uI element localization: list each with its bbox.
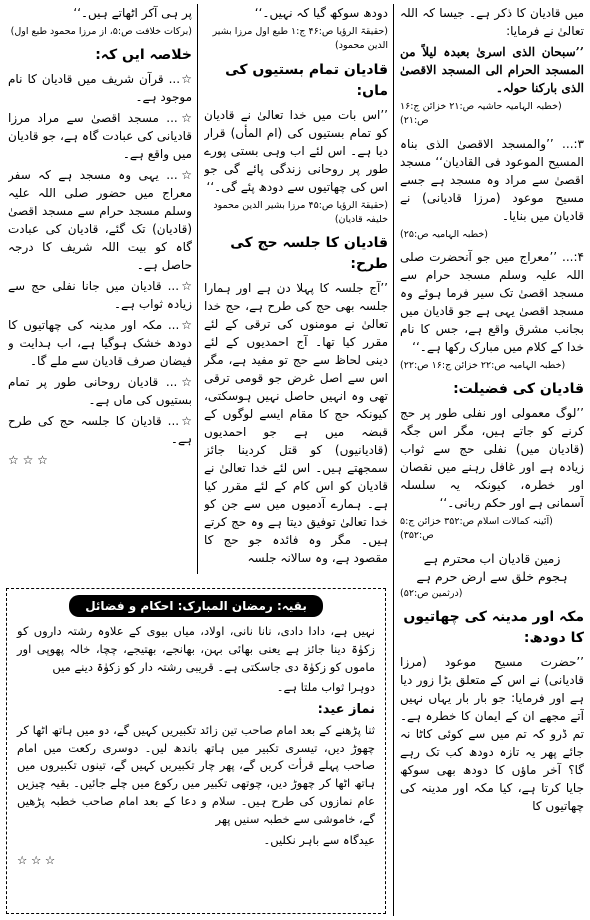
section-heading: مکہ اور مدینہ کی چھاتیوں کا دودھ:	[403, 609, 584, 647]
column-middle	[204, 4, 388, 586]
reference: (درثمین ص:۵۲)	[400, 588, 463, 599]
reference: (حقیقۃ الرؤیا ص:۴۶ ج:۱ طبع اول مرزا بشیر الدین محمود)	[212, 26, 388, 52]
end-stars: ☆ ☆ ☆	[8, 453, 48, 468]
section-heading: خلاصہ ایں کہ:	[95, 47, 192, 64]
poem-line: ہجوم خلق سے ارض حرم ہے	[416, 569, 568, 585]
list-item: ☆... قادیان کا جلسہ حج کی طرح ہے۔	[8, 414, 192, 447]
column-divider	[393, 4, 394, 916]
reference: (برکات خلافت ص:۵، از مرزا محمود طبع اول)	[10, 26, 192, 37]
section-heading: قادیان کی فضیلت:	[453, 381, 584, 397]
section-heading: قادیان کا جلسہ حج کی طرح:	[230, 235, 388, 272]
boxed-article	[6, 588, 386, 914]
column-divider	[197, 4, 198, 574]
paragraph: ’’لوگ معمولی اور نفلی طور پر حج کرنے کو جاتے ہیں، مگر اس جگہ (قادیان میں) نفلی حج سے ثواب زیادہ ہے اور غافل رہنے میں نقصان اور خطرہ، کیونکہ یہ سلسلہ آسمانی ہے اور حکم ربانی۔‘‘	[400, 406, 584, 510]
reference: (آئینہ کمالات اسلام ص:۳۵۲ خزائن ج:۵ ص:۳۵۲)	[400, 516, 553, 542]
reference: (خطبہ الہامیہ ص:۲۲ خزائن ج:۱۶ ص:۲۲)	[400, 359, 566, 371]
paragraph: دودھ سوکھ گیا کہ نہیں۔‘‘	[254, 6, 388, 20]
list-item: ☆... یہی وہ مسجد ہے کہ سفر معراج میں حضور صلی اللہ علیہ وسلم مسجد حرام سے مسجد اقصیٰ (قادیان) تک گئے، قادیان کی عبادت گاہ کو بیت اللہ شریف کا درجہ حاصل ہے۔	[8, 168, 192, 273]
reference: (حقیقۃ الرؤیا ص:۴۵ مرزا بشیر الدین محمود خلیفہ قادیان)	[213, 199, 388, 225]
arabic-quote: ’’سبحان الذی اسریٰ بعبدہ لیلاً من المسجد الحرام الی المسجد الاقصیٰ الذی بارکنا حولہ۔	[400, 45, 584, 95]
list-item: ☆... مکہ اور مدینہ کی چھاتیوں کا دودھ خشک ہوگیا ہے، اب ہدایت و فیضان صرف قادیان سے ملے گا۔	[8, 318, 192, 369]
paragraph: میں قادیان کا ذکر ہے۔ جیسا کہ اللہ تعالیٰ نے فرمایا:	[400, 6, 584, 38]
paragraph: پر ہی آکر اٹھاتے ہیں۔‘‘	[73, 6, 192, 20]
reference: (خطبہ الہامیہ ص:۲۵)	[400, 228, 488, 240]
column-right	[400, 4, 584, 916]
reference: (خطبہ الہامیہ حاشیہ ص:۲۱ خزائن ج:۱۶ ص:۲۱)	[400, 101, 562, 127]
box-title: بقیہ: رمضان المبارک: احکام و فضائل	[69, 595, 323, 617]
list-item: ☆... قادیان روحانی طور پر تمام بستیوں کی ماں ہے۔	[8, 375, 192, 408]
paragraph: دوہرا ثواب ملتا ہے۔	[276, 680, 375, 695]
paragraph: ثنا پڑھنے کے بعد امام صاحب تین زائد تکبیریں کہیں گے، دو میں ہاتھ اٹھا کر چھوڑ دیں، تیسری تکبیر میں ہاتھ باندھ لیں۔ دوسری رکعت میں امام صاحب پہلے قرأت کریں گے، پھر چار تکبیریں کہیں گے، تینوں تکبیروں میں ہاتھ اٹھا کر چھوڑ دیں، چوتھی تکبیر میں رکوع میں چلے جائیں۔ بقیہ چیزیں عام نمازوں کی طرح ہیں۔ سلام و دعا کے بعد امام صاحب خطبہ پڑھیں گے، خاموشی سے خطبہ سنیں پھر	[17, 722, 375, 826]
poem-line: زمین قادیان اب محترم ہے	[423, 550, 561, 566]
paragraph: نہیں ہے، دادا دادی، نانا نانی، اولاد، میاں بیوی کے علاوہ رشتہ داروں کو زکوٰۃ دینا جائز ہے یعنی بھائی بہن، بھانجے، بھتیجے، چچا، خالہ پھوپی اور ماموں کو زکوٰۃ دی جاسکتی ہے۔ قریبی رشتہ دار کو زکوٰۃ دینے میں	[17, 624, 375, 674]
section-heading: قادیان تمام بستیوں کی ماں:	[225, 61, 388, 99]
paragraph: ۴:... ’’معراج میں جو آنحضرت صلی اللہ علیہ وسلم مسجد حرام سے مسجد اقصیٰ تک سیر فرما ہوئے وہ مسجد اقصیٰ یہی ہے جو قادیان میں بجانب مشرق واقع ہے، جس کا نام خدا کے کلام میں مبارک رکھا ہے۔‘‘	[400, 249, 584, 354]
paragraph: ۳:... ’’والمسجد الاقصیٰ الذی بناہ المسیح الموعود فی القادیان‘‘ مسجد اقصیٰ سے مراد وہ مسجد ہے جسے مسیح موعود (مرزا قادیانی) نے قادیان میں بنایا۔	[400, 136, 584, 223]
end-stars: ☆ ☆ ☆	[17, 853, 56, 868]
paragraph: ’’آج جلسہ کا پہلا دن ہے اور ہمارا جلسہ بھی حج کی طرح ہے، حج خدا تعالیٰ نے مومنوں کی ترقی کے لئے مقرر کیا تھا۔ آج احمدیوں کے لئے دینی لحاظ سے حج تو مفید ہے، مگر اس سے اصل غرض جو قومی ترقی تھی وہ انہیں حاصل نہیں ہوسکتی، کیونکہ حج کا مقام ایسے لوگوں کے قبضہ میں ہے جو احمدیوں (قادیانیوں) کو قتل کردینا جائز سمجھتے ہیں۔ اس لئے خدا تعالیٰ نے قادیان کو اس کام کے لئے مقرر کیا ہے۔ ہمارے آدمیوں میں سے جن کو خدا تعالیٰ توفیق دیتا ہے وہ حج کرتے ہیں۔ مگر وہ فائدہ جو حج کا مقصود ہے، وہ سالانہ جلسہ	[204, 281, 388, 565]
box-subheading: نماز عید:	[317, 702, 375, 718]
paragraph: ’’اس بات میں خدا تعالیٰ نے قادیان کو تمام بستیوں کی (ام المأں) قرار دیا ہے۔ اس لئے اب وہی بستی پورے طور پر روحانی زندگی پائے گی جو اس کی چھاتیوں سے دودھ پئے گی۔‘‘	[204, 107, 388, 194]
list-item: ☆... قادیان میں جانا نفلی حج سے زیادہ ثواب ہے۔	[8, 279, 192, 312]
column-left	[8, 4, 192, 572]
box-banner	[17, 595, 375, 617]
list-item: ☆... قرآن شریف میں قادیان کا نام موجود ہے۔	[8, 72, 192, 105]
paragraph: عیدگاہ سے باہر نکلیں۔	[263, 832, 375, 847]
paragraph: ’’حضرت مسیح موعود (مرزا قادیانی) نے اس کے متعلق بڑا زور دیا ہے اور فرمایا: جو بار بار یہاں نہیں آتے مجھے ان کے ایمان کا خطرہ ہے۔ تم ڈرو کہ تم میں سے کوئی کاٹا نہ جائے پھر یہ تازہ دودھ کب تک رہے گا؟ آخر ماؤں کا دودھ بھی سوکھ جایا کرتا ہے، کیا مکہ اور مدینہ کی چھاتیوں کا	[400, 655, 584, 814]
list-item: ☆... مسجد اقصیٰ سے مراد مرزا قادیانی کی عبادت گاہ ہے، جو قادیان میں واقع ہے۔	[8, 111, 192, 162]
